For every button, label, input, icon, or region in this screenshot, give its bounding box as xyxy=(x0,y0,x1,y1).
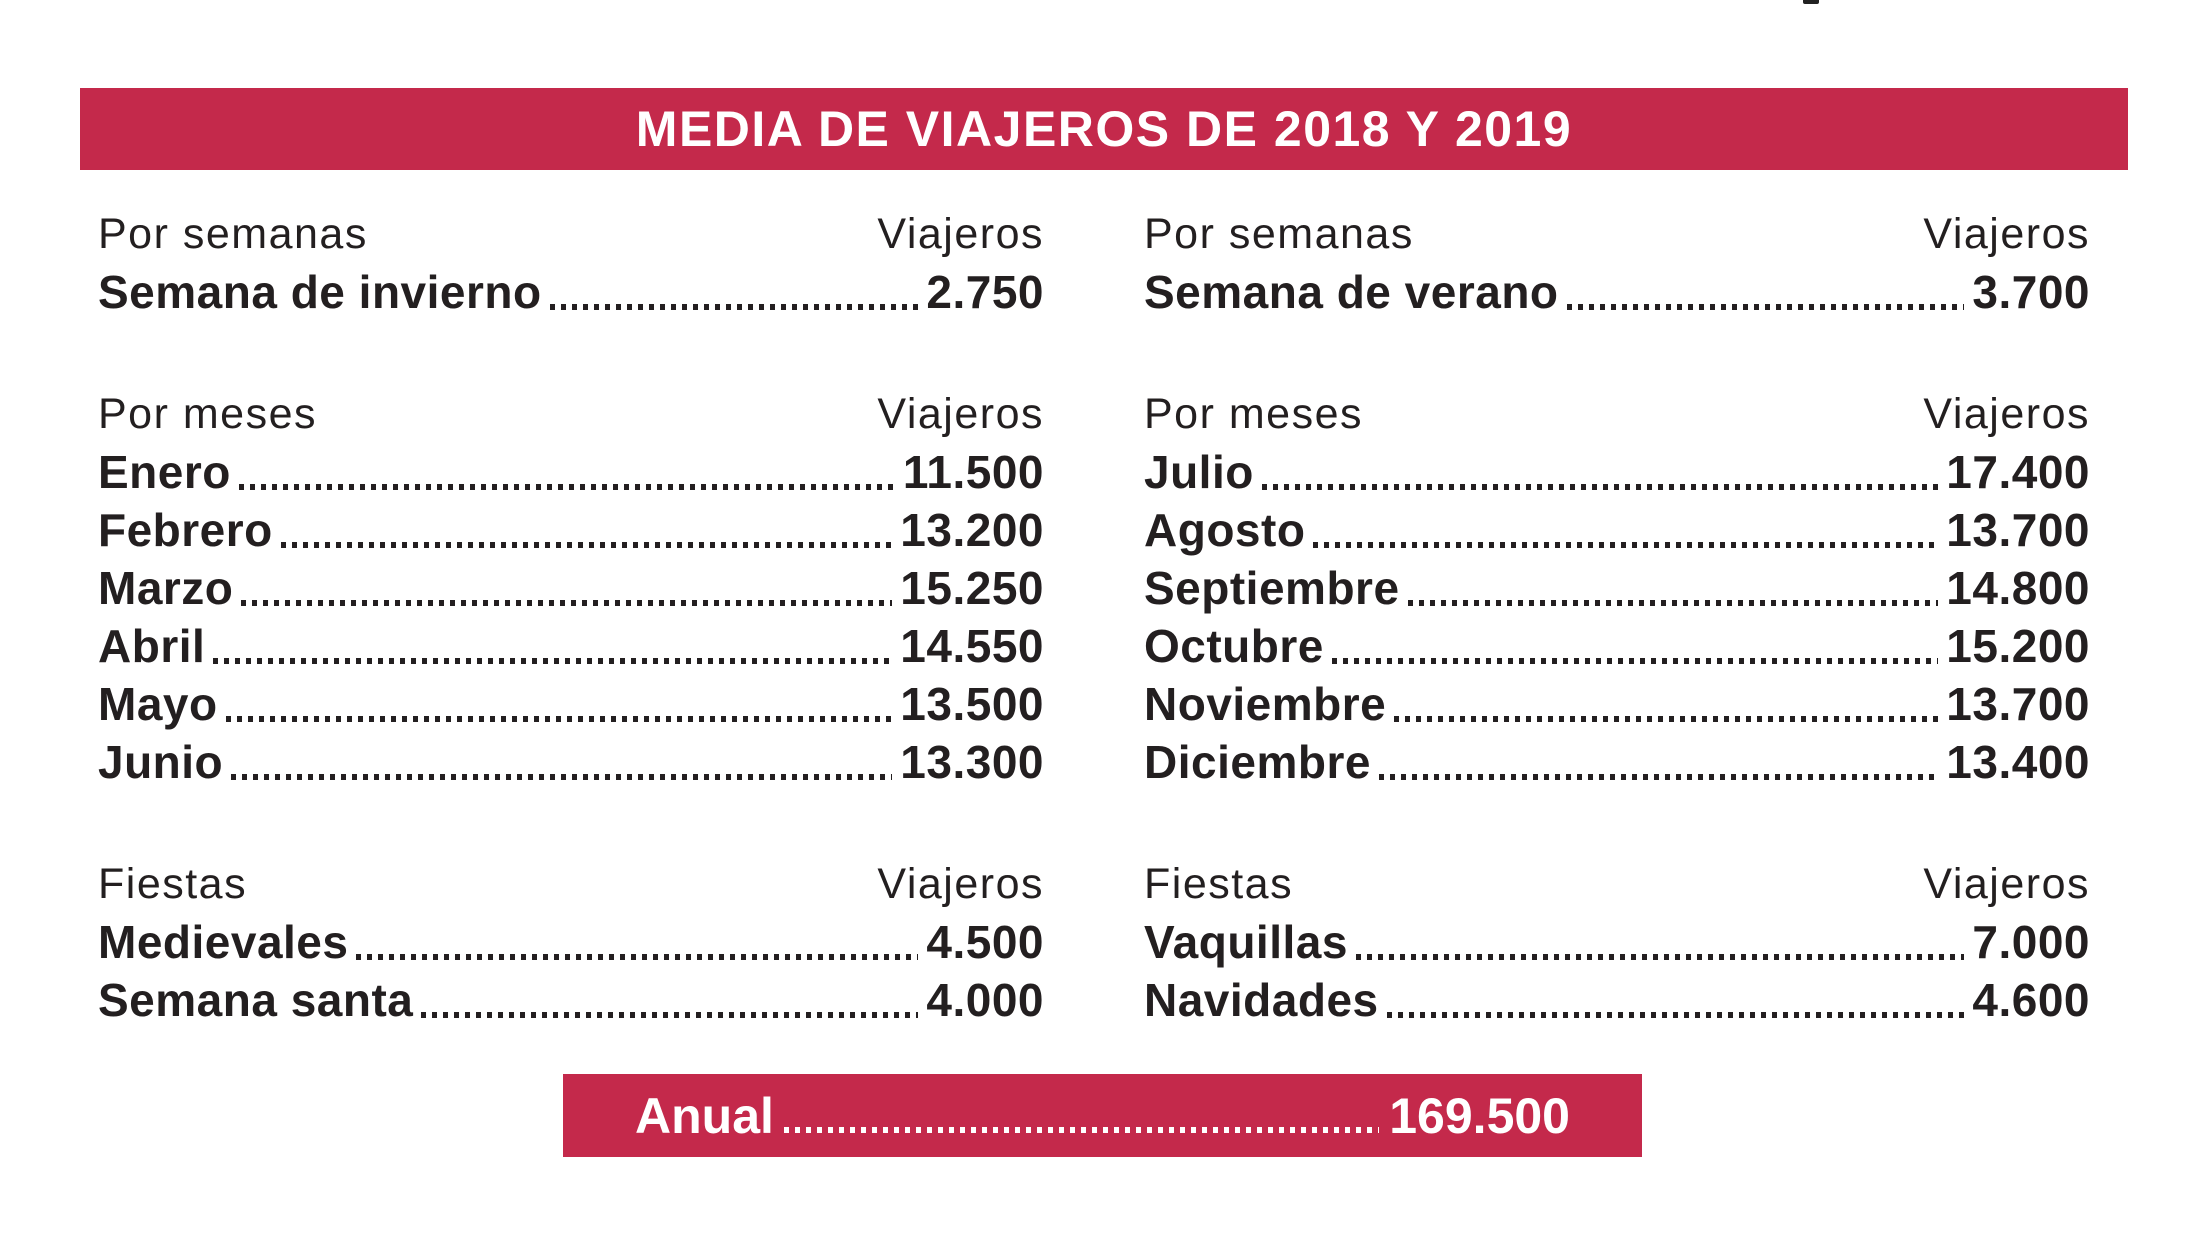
row-value: 13.300 xyxy=(900,736,1044,788)
row-value: 2.750 xyxy=(926,266,1044,318)
row-value: 17.400 xyxy=(1946,446,2090,498)
section-header-label: Fiestas xyxy=(1144,859,1294,908)
row-value: 7.000 xyxy=(1972,916,2090,968)
leader-dots xyxy=(213,658,892,664)
table-row xyxy=(98,675,1044,733)
row-value: 15.200 xyxy=(1946,620,2090,672)
row-value: 13.200 xyxy=(900,504,1044,556)
section-header-row xyxy=(98,855,1044,913)
leader-dots xyxy=(1387,1012,1965,1018)
leader-dots xyxy=(784,1127,1379,1133)
row-value: 3.700 xyxy=(1972,266,2090,318)
table-content xyxy=(98,205,2090,1029)
row-label: Semana de verano xyxy=(1144,266,1559,318)
row-label: Abril xyxy=(98,620,206,672)
leader-dots xyxy=(1356,954,1964,960)
section-header-row xyxy=(1144,205,2090,263)
leader-dots xyxy=(356,954,918,960)
section-header-row xyxy=(1144,855,2090,913)
row-value: 4.000 xyxy=(926,974,1044,1026)
row-label: Semana de invierno xyxy=(98,266,542,318)
row-label: Medievales xyxy=(98,916,349,968)
section-months-right xyxy=(1144,385,2090,791)
table-row xyxy=(98,263,1044,321)
section-header-label: Por meses xyxy=(1144,389,1364,438)
row-value: 13.500 xyxy=(900,678,1044,730)
table-row xyxy=(1144,617,2090,675)
leader-dots xyxy=(1408,600,1939,606)
annual-value: 169.500 xyxy=(1389,1087,1570,1144)
section-header-label: Por semanas xyxy=(1144,209,1414,258)
table-row xyxy=(98,617,1044,675)
table-row xyxy=(1144,263,2090,321)
section-header-row xyxy=(98,205,1044,263)
row-value: 14.550 xyxy=(900,620,1044,672)
column-right xyxy=(1144,205,2090,1029)
section-header-row xyxy=(98,385,1044,443)
leader-dots xyxy=(226,716,893,722)
title-bar xyxy=(80,88,2128,170)
row-label: Febrero xyxy=(98,504,273,556)
table-row xyxy=(1144,733,2090,791)
row-value: 13.700 xyxy=(1946,678,2090,730)
table-row xyxy=(98,733,1044,791)
row-label: Navidades xyxy=(1144,974,1379,1026)
table-row xyxy=(1144,443,2090,501)
table-row xyxy=(98,559,1044,617)
section-fiestas-left xyxy=(98,855,1044,1029)
table-row xyxy=(98,443,1044,501)
row-value: 14.800 xyxy=(1946,562,2090,614)
row-label: Junio xyxy=(98,736,224,788)
section-value-header: Viajeros xyxy=(877,389,1044,438)
section-header-row xyxy=(1144,385,2090,443)
annual-total-bar xyxy=(563,1074,1642,1157)
section-header-label: Por semanas xyxy=(98,209,368,258)
row-value: 13.400 xyxy=(1946,736,2090,788)
leader-dots xyxy=(1394,716,1938,722)
row-label: Diciembre xyxy=(1144,736,1371,788)
section-weeks-right xyxy=(1144,205,2090,321)
leader-dots xyxy=(1332,658,1938,664)
leader-dots xyxy=(239,484,895,490)
section-months-left xyxy=(98,385,1044,791)
section-value-header: Viajeros xyxy=(877,209,1044,258)
section-weeks-left xyxy=(98,205,1044,321)
leader-dots xyxy=(231,774,892,780)
column-left xyxy=(98,205,1044,1029)
row-label: Noviembre xyxy=(1144,678,1387,730)
cropped-edge-mark xyxy=(1803,0,1819,4)
section-value-header: Viajeros xyxy=(877,859,1044,908)
annual-label: Anual xyxy=(635,1087,774,1144)
leader-dots xyxy=(1313,542,1938,548)
leader-dots xyxy=(281,542,893,548)
row-label: Julio xyxy=(1144,446,1254,498)
section-fiestas-right xyxy=(1144,855,2090,1029)
row-label: Vaquillas xyxy=(1144,916,1348,968)
row-label: Enero xyxy=(98,446,231,498)
table-row xyxy=(1144,501,2090,559)
table-row xyxy=(98,913,1044,971)
table-row xyxy=(1144,971,2090,1029)
table-row xyxy=(98,971,1044,1029)
page-title: MEDIA DE VIAJEROS DE 2018 Y 2019 xyxy=(635,101,1573,157)
section-value-header: Viajeros xyxy=(1923,859,2090,908)
row-label: Marzo xyxy=(98,562,234,614)
row-label: Mayo xyxy=(98,678,218,730)
row-label: Septiembre xyxy=(1144,562,1400,614)
section-header-label: Fiestas xyxy=(98,859,248,908)
row-label: Octubre xyxy=(1144,620,1324,672)
row-label: Agosto xyxy=(1144,504,1306,556)
leader-dots xyxy=(1567,304,1965,310)
row-value: 13.700 xyxy=(1946,504,2090,556)
section-value-header: Viajeros xyxy=(1923,389,2090,438)
section-value-header: Viajeros xyxy=(1923,209,2090,258)
leader-dots xyxy=(1262,484,1938,490)
leader-dots xyxy=(421,1012,918,1018)
table-row xyxy=(1144,913,2090,971)
table-row xyxy=(1144,559,2090,617)
row-value: 15.250 xyxy=(900,562,1044,614)
row-value: 11.500 xyxy=(902,446,1044,498)
table-row xyxy=(98,501,1044,559)
leader-dots xyxy=(241,600,892,606)
row-value: 4.600 xyxy=(1972,974,2090,1026)
table-row xyxy=(1144,675,2090,733)
leader-dots xyxy=(550,304,919,310)
leader-dots xyxy=(1379,774,1938,780)
row-value: 4.500 xyxy=(926,916,1044,968)
section-header-label: Por meses xyxy=(98,389,318,438)
row-label: Semana santa xyxy=(98,974,414,1026)
